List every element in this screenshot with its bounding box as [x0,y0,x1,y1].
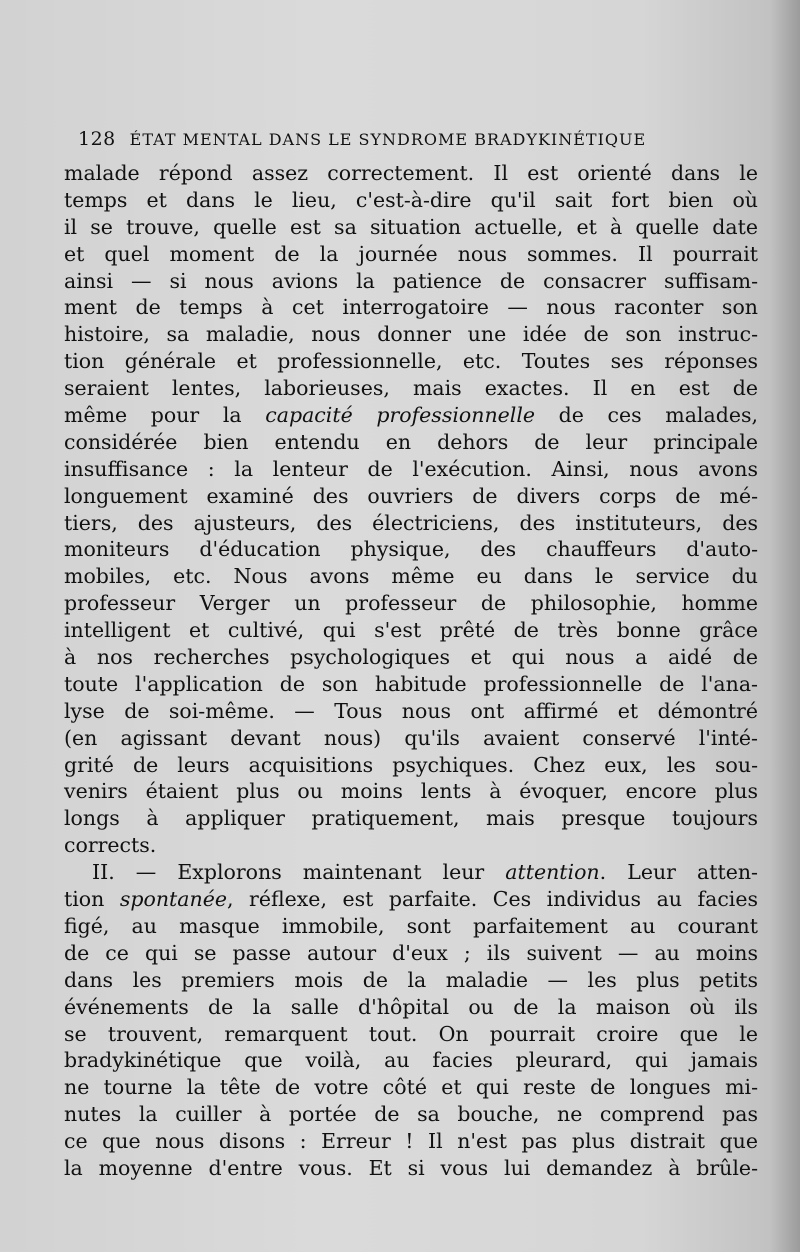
text-segment: nutes la cuiller à portée de sa bouche, ne comprend pas [64,1102,758,1127]
text-segment: histoire, sa maladie, nous donner une idée de son instruc- [64,322,758,347]
text-line [64,1074,758,1101]
text-line [64,725,758,752]
text-line [64,187,758,214]
text-segment: tion [64,887,120,912]
text-segment: moniteurs d'éducation physique, des chauffeurs d'auto- [64,537,758,562]
text-segment: événements de la salle d'hôpital ou de la maison où ils [64,994,758,1019]
text-segment: il se trouve, quelle est sa situation actuelle, et à quelle date [64,214,758,239]
text-segment: de ce qui se passe autour d'eux ; ils suivent — au moins [64,940,758,965]
text-line [64,375,758,402]
text-line [64,483,758,510]
text-segment: de ces malades, [535,403,759,428]
text-segment: la moyenne d'entre vous. Et si vous lui demandez à brûle- [64,1155,758,1180]
italic-segment: spontanée [119,887,227,912]
text-line [64,590,758,617]
text-line [64,160,758,187]
body-text [64,160,758,1182]
text-segment: professeur Verger un professeur de philosophie, homme [64,591,758,616]
text-segment: ne tourne la tête de votre côté et qui reste de longues mi- [64,1075,758,1100]
text-segment: ment de temps à cet interrogatoire — nous raconter son [64,295,758,320]
text-segment: longs à appliquer pratiquement, mais presque toujours [64,806,758,831]
text-segment: ce que nous disons : Erreur ! Il n'est pas plus distrait que [64,1129,758,1154]
text-line [64,241,758,268]
text-line [64,886,758,913]
text-line [64,510,758,537]
text-line [64,832,758,859]
text-line [64,994,758,1021]
text-line [64,1047,758,1074]
text-segment: corrects. [64,833,157,858]
text-segment: malade répond assez correctement. Il est orienté dans le [64,161,758,185]
text-line [64,563,758,590]
text-segment: dans les premiers mois de la maladie — les plus petits [64,967,758,992]
text-line [64,348,758,375]
text-line [64,536,758,563]
italic-segment: attention [505,860,600,885]
text-segment: se trouvent, remarquent tout. On pourrait croire que le [64,1021,758,1046]
page-number: 128 [78,128,116,150]
text-segment: bradykinétique que voilà, au facies pleurard, qui jamais [64,1048,758,1073]
running-title: ÉTAT MENTAL DANS LE SYNDROME BRADYKINÉTIQUE [129,130,647,149]
text-segment: grité de leurs acquisitions psychiques. Chez eux, les sou- [64,752,758,777]
text-segment: , réflexe, est parfaite. Ces individus au facies [226,887,759,912]
text-segment: intelligent et cultivé, qui s'est prêté de très bonne grâce [64,618,758,643]
text-line [64,698,758,725]
text-line [64,214,758,241]
text-segment: seraient lentes, laborieuses, mais exactes. Il en est de [64,376,758,401]
text-line [64,752,758,779]
text-line [64,429,758,456]
text-segment: même pour la [64,403,266,428]
text-line [64,644,758,671]
text-line [64,778,758,805]
text-line [64,1101,758,1128]
text-segment: figé, au masque immobile, sont parfaitement au courant [64,913,758,938]
text-segment: et quel moment de la journée nous sommes. Il pourrait [64,241,758,266]
text-line [64,402,758,429]
text-line [64,1021,758,1048]
text-segment: tiers, des ajusteurs, des électriciens, des instituteurs, des [64,510,758,535]
page-edge-shadow [770,0,800,1252]
text-segment: . Leur atten- [599,860,758,885]
text-line [64,859,758,886]
text-segment: longuement examiné des ouvriers de divers corps de mé- [64,483,758,508]
text-line [64,940,758,967]
text-line [64,671,758,698]
text-segment: II. — Explorons maintenant leur [92,860,506,885]
text-line [64,913,758,940]
text-line [64,967,758,994]
text-segment: venirs étaient plus ou moins lents à évoquer, encore plus [64,779,758,804]
text-segment: ainsi — si nous avions la patience de consacrer suffisam- [64,268,758,293]
text-line [64,456,758,483]
text-line [64,268,758,295]
text-segment: temps et dans le lieu, c'est-à-dire qu'il sait fort bien où [64,187,758,212]
text-segment: mobiles, etc. Nous avons même eu dans le service du [64,564,758,589]
text-segment: considérée bien entendu en dehors de leur principale [64,429,758,454]
italic-segment: capacité professionnelle [265,403,536,428]
text-line [64,805,758,832]
text-segment: à nos recherches psychologiques et qui nous a aidé de [64,645,758,670]
text-segment: toute l'application de son habitude professionnelle de l'ana- [64,671,758,696]
text-line [64,1155,758,1182]
text-segment: tion générale et professionnelle, etc. Toutes ses réponses [64,349,758,374]
running-header [78,128,778,150]
text-line [64,294,758,321]
text-line [64,1128,758,1155]
text-line [64,617,758,644]
text-line [64,321,758,348]
text-segment: lyse de soi-même. — Tous nous ont affirmé et démontré [64,698,758,723]
text-segment: insuffisance : la lenteur de l'exécution. Ainsi, nous avons [64,456,758,481]
text-segment: (en agissant devant nous) qu'ils avaient conservé l'inté- [64,725,758,750]
